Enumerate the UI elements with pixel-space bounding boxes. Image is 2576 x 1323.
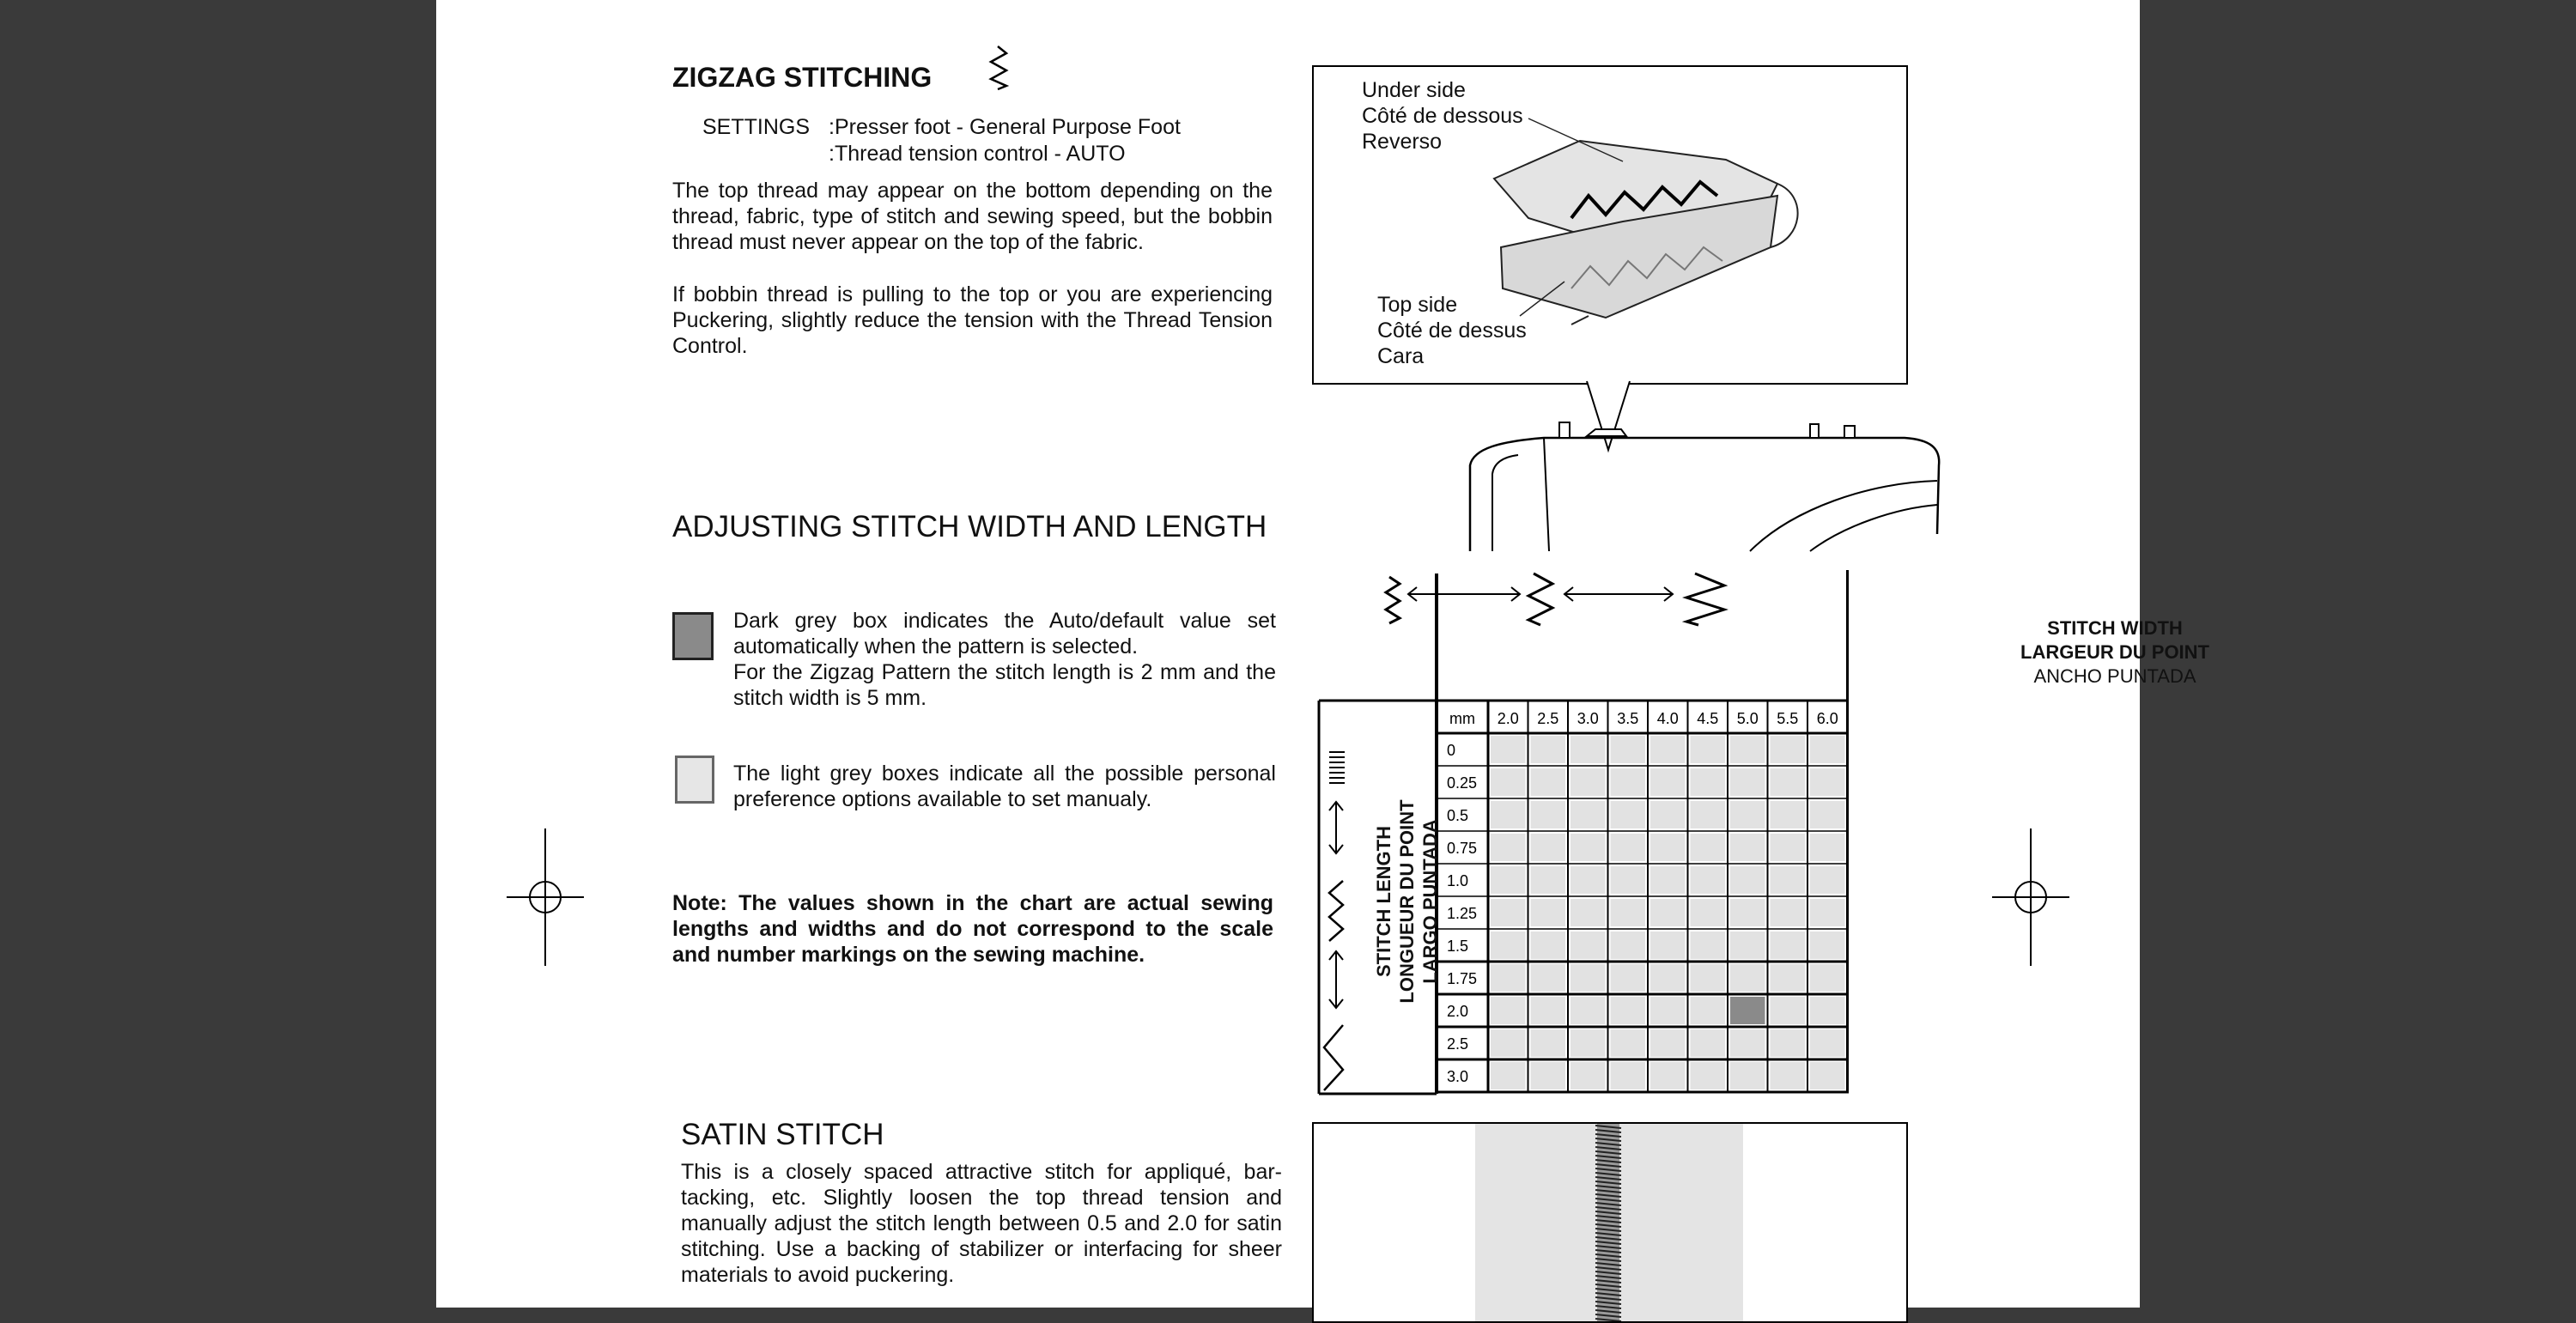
chart-cell-option <box>1491 768 1526 796</box>
chart-cell-option <box>1531 736 1566 763</box>
chart-cell-option <box>1571 1029 1606 1057</box>
chart-length-tick: 0 <box>1447 742 1456 759</box>
chart-cell-option <box>1531 866 1566 894</box>
label-under-side-es: Reverso <box>1362 130 1443 154</box>
chart-cell-option <box>1531 1062 1566 1089</box>
chart-cell-option <box>1571 866 1606 894</box>
chart-cell-option <box>1730 801 1765 828</box>
light-box-description: The light grey boxes indicate all the possible personal preference options available to set manualy. <box>733 762 1276 811</box>
chart-width-tick: 4.0 <box>1656 710 1679 727</box>
chart-cell-option <box>1531 801 1566 828</box>
chart-cell-option <box>1730 932 1765 959</box>
chart-cell-option <box>1730 1029 1765 1057</box>
chart-cell-option <box>1571 964 1606 992</box>
chart-cell-option <box>1491 932 1526 959</box>
chart-cell-option <box>1691 964 1726 992</box>
satin-stitch-illustration <box>1587 1124 1630 1321</box>
sewing-machine-illustration <box>1467 379 1947 560</box>
chart-length-tick: 2.5 <box>1447 1035 1469 1053</box>
chart-cell-option <box>1531 834 1566 861</box>
label-top-side-es: Cara <box>1377 344 1425 368</box>
satin-paragraph: This is a closely spaced attractive stitch for appliqué, bar-tacking, etc. Slightly loosen the top thread tension and manually adjust the stitch length between 0.5 and 2.0 for satin stitching. Use a backing of stabilizer or interfacing for sheer materials to avoid puckering. <box>681 1160 1282 1287</box>
chart-cell-option <box>1691 899 1726 926</box>
chart-cell-option <box>1531 964 1566 992</box>
settings-line-2: :Thread tension control - AUTO <box>829 142 1126 166</box>
chart-cell-option <box>1491 801 1526 828</box>
stitch-width-label-fr: LARGEUR DU POINT <box>2020 641 2209 663</box>
settings-line-1: :Presser foot - General Purpose Foot <box>829 115 1181 139</box>
chart-cell-option <box>1611 801 1646 828</box>
stitch-length-label-fr: LONGUEUR DU POINT <box>1396 799 1418 1004</box>
chart-cell-option <box>1611 932 1646 959</box>
chart-cell-option <box>1571 1062 1606 1089</box>
stitch-width-label-en: STITCH WIDTH <box>2047 617 2183 639</box>
chart-grid <box>1437 570 1848 1092</box>
chart-cell-option <box>1730 866 1765 894</box>
default-values-description: For the Zigzag Pattern the stitch length is 2 mm and the stitch width is 5 mm. <box>733 660 1276 710</box>
chart-cell-option <box>1771 736 1806 763</box>
chart-cell-option <box>1691 1029 1726 1057</box>
chart-cell-option <box>1771 1029 1806 1057</box>
zigzag-paragraph-2: If bobbin thread is pulling to the top or you are experiencing Puckering, slightly reduce the tension with the Thread Tension Control. <box>672 282 1273 358</box>
chart-cell-option <box>1491 899 1526 926</box>
chart-cell-option <box>1810 1062 1845 1089</box>
chart-cell-option <box>1611 1029 1646 1057</box>
chart-cell-option <box>1730 899 1765 926</box>
chart-unit-label: mm <box>1449 710 1475 727</box>
chart-cell-option <box>1571 834 1606 861</box>
chart-length-tick: 0.5 <box>1447 807 1469 824</box>
fabric-illustration-box <box>1312 65 1908 385</box>
registration-mark-left <box>507 828 584 966</box>
chart-cell-option <box>1571 768 1606 796</box>
zigzag-icon <box>986 45 1012 91</box>
chart-cell-option <box>1771 834 1806 861</box>
chart-cell-option <box>1571 932 1606 959</box>
chart-cell-option <box>1531 768 1566 796</box>
chart-cell-default <box>1730 997 1765 1024</box>
light-grey-swatch <box>675 756 714 804</box>
chart-cell-option <box>1650 834 1686 861</box>
chart-cell-option <box>1650 932 1686 959</box>
chart-note: Note: The values shown in the chart are actual sewing lengths and widths and do not correspond to the scale and number markings on the sewing machine. <box>672 891 1273 967</box>
chart-cell-option <box>1810 801 1845 828</box>
chart-width-tick: 3.5 <box>1617 710 1639 727</box>
chart-cell-option <box>1691 736 1726 763</box>
chart-width-tick: 5.0 <box>1736 710 1759 727</box>
chart-cell-option <box>1691 866 1726 894</box>
chart-cell-option <box>1730 768 1765 796</box>
chart-width-tick: 4.5 <box>1697 710 1719 727</box>
chart-cell-option <box>1531 899 1566 926</box>
chart-length-tick: 1.75 <box>1447 970 1478 987</box>
chart-cell-option <box>1810 866 1845 894</box>
chart-cell-option <box>1691 834 1726 861</box>
chart-cell-option <box>1611 997 1646 1024</box>
chart-cell-option <box>1571 899 1606 926</box>
chart-cell-option <box>1650 801 1686 828</box>
chart-cell-option <box>1531 1029 1566 1057</box>
chart-cell-option <box>1491 964 1526 992</box>
satin-title: SATIN STITCH <box>681 1118 884 1151</box>
chart-width-tick: 6.0 <box>1816 710 1838 727</box>
chart-cell-option <box>1611 899 1646 926</box>
chart-cell-option <box>1771 866 1806 894</box>
chart-width-tick: 3.0 <box>1577 710 1599 727</box>
chart-cell-option <box>1771 1062 1806 1089</box>
chart-cell-option <box>1810 899 1845 926</box>
chart-cell-option <box>1571 801 1606 828</box>
chart-cell-option <box>1611 964 1646 992</box>
chart-length-tick: 1.5 <box>1447 938 1469 955</box>
satin-illustration-box <box>1312 1122 1908 1323</box>
label-under-side-fr: Côté de dessous <box>1362 104 1523 128</box>
chart-cell-option <box>1650 964 1686 992</box>
chart-cell-option <box>1810 834 1845 861</box>
chart-cell-option <box>1771 964 1806 992</box>
chart-cell-option <box>1730 834 1765 861</box>
chart-cell-option <box>1491 997 1526 1024</box>
chart-cell-option <box>1491 736 1526 763</box>
chart-cell-option <box>1571 997 1606 1024</box>
adjusting-title: ADJUSTING STITCH WIDTH AND LENGTH <box>672 510 1267 543</box>
chart-cell-option <box>1691 932 1726 959</box>
chart-cell-option <box>1771 997 1806 1024</box>
chart-length-tick: 3.0 <box>1447 1068 1469 1085</box>
chart-cell-option <box>1650 1062 1686 1089</box>
registration-mark-right <box>1992 828 2069 966</box>
chart-cell-option <box>1691 768 1726 796</box>
settings-label: SETTINGS <box>702 115 811 139</box>
chart-length-tick: 2.0 <box>1447 1003 1469 1020</box>
chart-cell-option <box>1810 768 1845 796</box>
chart-cell-option <box>1611 768 1646 796</box>
chart-cell-option <box>1771 899 1806 926</box>
chart-cell-option <box>1730 964 1765 992</box>
stitch-length-label-en: STITCH LENGTH <box>1373 826 1394 977</box>
chart-cell-option <box>1531 997 1566 1024</box>
dark-grey-swatch <box>672 612 714 660</box>
chart-cell-option <box>1650 899 1686 926</box>
chart-cell-option <box>1810 1029 1845 1057</box>
stitch-length-label-es: LARGO PUNTADA <box>1419 819 1441 984</box>
chart-cell-option <box>1650 736 1686 763</box>
chart-cell-option <box>1771 801 1806 828</box>
chart-cell-option <box>1491 866 1526 894</box>
chart-cell-option <box>1611 866 1646 894</box>
chart-cell-option <box>1650 768 1686 796</box>
dark-box-description: Dark grey box indicates the Auto/default value set automatically when the pattern is selected. <box>733 609 1276 658</box>
zigzag-paragraph-1: The top thread may appear on the bottom depending on the thread, fabric, type of stitch and sewing speed, but the bobbin thread must never appear on the top of the fabric. <box>672 179 1273 254</box>
chart-length-tick: 1.0 <box>1447 872 1469 889</box>
chart-cell-option <box>1730 736 1765 763</box>
chart-cell-option <box>1491 1029 1526 1057</box>
chart-width-tick: 2.5 <box>1537 710 1559 727</box>
chart-cell-option <box>1810 997 1845 1024</box>
chart-cell-option <box>1691 801 1726 828</box>
label-under-side-en: Under side <box>1362 78 1466 102</box>
chart-cell-option <box>1650 997 1686 1024</box>
zigzag-title: ZIGZAG STITCHING <box>672 62 933 93</box>
chart-cell-option <box>1611 1062 1646 1089</box>
chart-cell-option <box>1491 1062 1526 1089</box>
chart-cell-option <box>1491 834 1526 861</box>
chart-cell-option <box>1771 768 1806 796</box>
chart-cell-option <box>1650 866 1686 894</box>
chart-cell-option <box>1810 736 1845 763</box>
stitch-width-label-es: ANCHO PUNTADA <box>2033 665 2196 687</box>
chart-cell-option <box>1730 1062 1765 1089</box>
chart-cell-option <box>1771 932 1806 959</box>
chart-length-tick: 0.25 <box>1447 774 1478 792</box>
chart-length-tick: 0.75 <box>1447 840 1478 857</box>
chart-length-tick: 1.25 <box>1447 905 1478 922</box>
chart-cell-option <box>1531 932 1566 959</box>
chart-cell-option <box>1650 1029 1686 1057</box>
chart-cell-option <box>1691 997 1726 1024</box>
chart-width-tick: 5.5 <box>1777 710 1799 727</box>
chart-cell-option <box>1810 932 1845 959</box>
chart-cell-option <box>1810 964 1845 992</box>
chart-width-tick: 2.0 <box>1497 710 1519 727</box>
chart-cell-option <box>1571 736 1606 763</box>
chart-cell-option <box>1611 834 1646 861</box>
label-top-side-fr: Côté de dessus <box>1377 319 1527 343</box>
manual-page <box>436 0 2209 1308</box>
label-top-side-en: Top side <box>1377 293 1458 317</box>
chart-cell-option <box>1691 1062 1726 1089</box>
chart-cell-option <box>1611 736 1646 763</box>
